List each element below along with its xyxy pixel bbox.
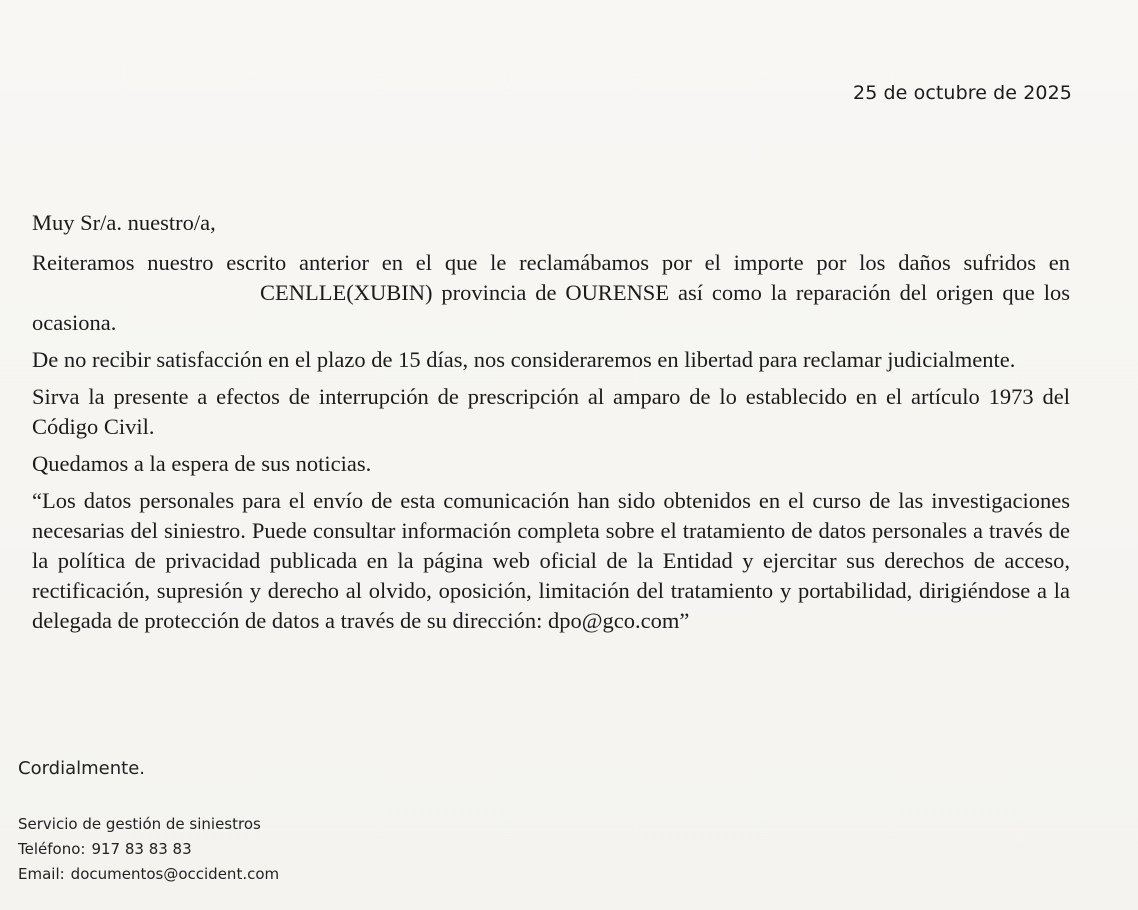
paragraph-prescription: Sirva la presente a efectos de interrupción de prescripción al amparo de lo establecido en el artículo 1973 del Código Civil. xyxy=(32,384,1070,439)
closing-block xyxy=(18,758,145,779)
phone-number: 917 83 83 83 xyxy=(91,840,192,858)
closing-text: Cordialmente. xyxy=(18,758,145,779)
footer-email-line xyxy=(18,862,279,887)
letter-date: 25 de octubre de 2025 xyxy=(853,82,1072,104)
footer-department: Servicio de gestión de siniestros xyxy=(18,815,261,833)
salutation: Muy Sr/a. nuestro/a, xyxy=(32,210,216,235)
email-label: Email: xyxy=(18,865,65,883)
paragraph-claim-location: CENLLE(XUBIN) provincia de OURENSE así como la reparación del origen que los ocasiona. xyxy=(32,280,1070,335)
paragraph-privacy-notice: “Los datos personales para el envío de esta comunicación han sido obtenidos en el curso de las investigaciones necesarias del siniestro. Puede consultar información completa sobre el tratamiento de datos personales a través de la política de privacidad publicada en la página web oficial de la Entidad y ejercitar sus derechos de acceso, rectificación, supresión y derecho al olvido, oposición, limitación del tratamiento y portabilidad, dirigiéndose a la delegada de protección de datos a través de su dirección: dpo@gco.com” xyxy=(32,488,1070,633)
email-address: documentos@occident.com xyxy=(70,865,280,883)
phone-label: Teléfono: xyxy=(18,840,86,858)
paragraph-claim-part1: Reiteramos nuestro escrito anterior en el que le reclamábamos por el importe por los daños sufridos en xyxy=(32,250,1070,275)
footer-phone-line xyxy=(18,837,279,862)
paragraph-deadline: De no recibir satisfacción en el plazo de 15 días, nos consideraremos en libertad para reclamar judicialmente. xyxy=(32,347,1016,372)
letter-body xyxy=(32,208,1070,643)
contact-footer xyxy=(18,812,279,887)
paragraph-claim xyxy=(32,248,1070,338)
paragraph-awaiting: Quedamos a la espera de sus noticias. xyxy=(32,451,372,476)
